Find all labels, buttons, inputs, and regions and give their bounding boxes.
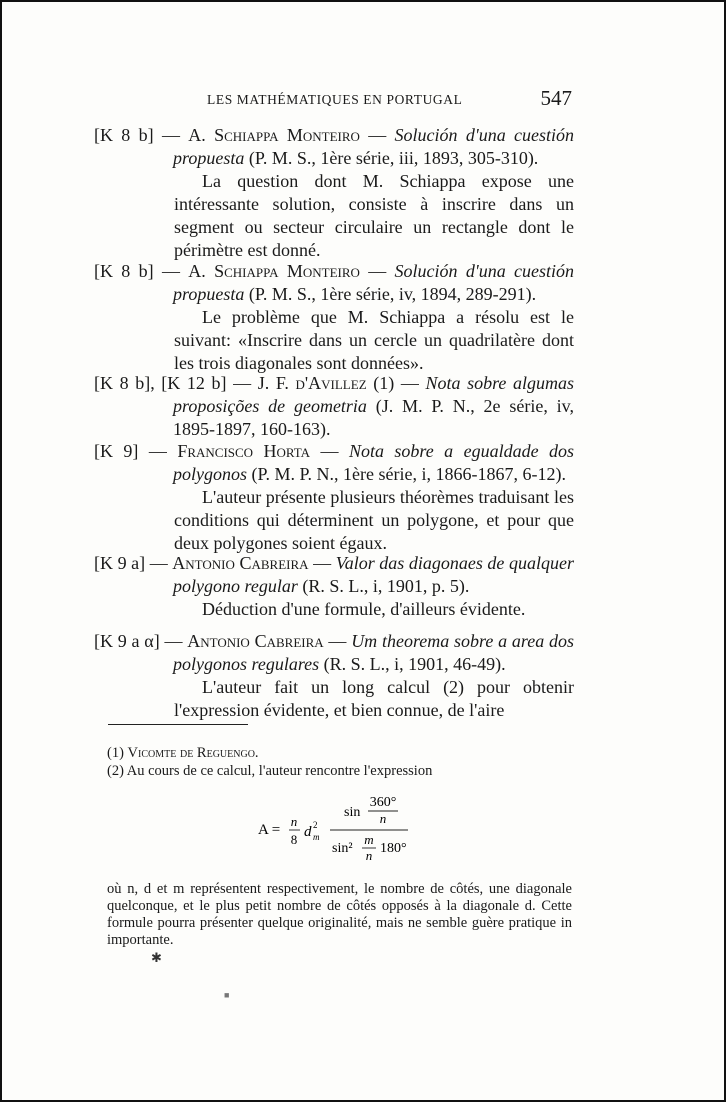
entry-author: A. Schiappa Monteiro xyxy=(188,261,360,281)
entry-summary: L'auteur fait un long calcul (2) pour obtenir l'expression évidente, et bien connue, de l'aire xyxy=(174,677,574,720)
footnote xyxy=(107,744,572,762)
footnote-text: Au cours de ce calcul, l'auteur rencontre l'expression xyxy=(126,763,433,779)
formula-lhs: A = xyxy=(258,822,281,838)
entry-summary: Déduction d'une formule, d'ailleurs évidente. xyxy=(202,599,526,619)
entry-author: Antonio Cabreira xyxy=(187,631,324,651)
bibliography-entry: [K 8 b] — A. Schiappa Monteiro — Solución d'una cuestión propuesta (P. M. S., 1ère série, iii, 1893, 305-310). La question dont M. Schiappa expose une intéressante solution, consiste à inscrire dans un segment ou secteur circulaire un rectangle dont le périmètre est donné. xyxy=(94,125,575,260)
formula-coef-num: n xyxy=(290,814,298,829)
formula-d-sub: m xyxy=(313,832,320,842)
entry-title: Solución d'una cuestión propuesta xyxy=(173,261,575,304)
entry-reference: (J. M. P. N., 2e série, iv, 1895-1897, 160-163). xyxy=(173,396,574,439)
entry-code: [K 8 b] xyxy=(94,261,154,281)
formula-graphic xyxy=(258,792,458,862)
formula-m: m xyxy=(364,832,374,847)
footnote-continuation: où n, d et m représentent respectivement, le nombre de côtés, une diagonale quelconque, et le plus petit nombre de côtés opposés à la diagonale d. Cette formule pourra présenter quelque originalité, mais ne semble guère pratique in importante. xyxy=(107,881,572,948)
entry-author: J. F. d'Avillez (1) xyxy=(257,373,395,393)
entry-title: Solución d'una cuestión propuesta xyxy=(173,125,575,168)
footnote-mark: (2) xyxy=(107,763,124,779)
entry-code: [K 8 b], [K 12 b] xyxy=(94,373,227,393)
print-speck: ■ xyxy=(224,990,230,1000)
formula-d-sup: 2 xyxy=(313,820,318,830)
bibliography-entry: [K 9] — Francisco Horta — Nota sobre a egualdade dos polygonos (P. M. P. N., 1ère série, i, 1866-1867, 6-12). L'auteur présente plusieurs théorèmes traduisant les conditions qui déterminent un polygone, et pour que deux polygones soient égaux. xyxy=(94,441,575,553)
entry-code: [K 8 b] xyxy=(94,125,154,145)
entry-summary: Le problème que M. Schiappa a résolu est le suivant: «Inscrire dans un cercle un quadrilatère dont les trois diagonales sont données». xyxy=(174,307,574,373)
entry-title: Nota sobre a egualdade dos polygonos xyxy=(173,441,575,484)
page-number: 547 xyxy=(540,86,572,110)
asterisk-mark: ✱ xyxy=(151,950,162,965)
entry-code: [K 9 a] xyxy=(94,553,146,573)
entry-reference: (P. M. P. N., 1ère série, i, 1866-1867, 6-12). xyxy=(251,464,566,484)
entry-summary: La question dont M. Schiappa expose une intéressante solution, consiste à inscrire dans un segment ou secteur circulaire un rectangle dont le périmètre est donné. xyxy=(174,171,574,260)
entry-reference: (P. M. S., 1ère série, iii, 1893, 305-310). xyxy=(248,148,539,168)
entry-reference: (P. M. S., 1ère série, iv, 1894, 289-291). xyxy=(248,284,537,304)
formula-sin: sin xyxy=(344,805,361,820)
formula-sin2: sin² xyxy=(332,841,353,856)
entry-code: [K 9 a α] xyxy=(94,631,160,651)
bibliography-entry: [K 9 a α] — Antonio Cabreira — Um theorema sobre a area dos polygonos regulares (R. S. L., i, 1901, 46-49). L'auteur fait un long calcul (2) pour obtenir l'expression évidente, et bien connue, de l'aire xyxy=(94,631,574,720)
formula-d: d xyxy=(304,824,312,840)
running-header xyxy=(207,88,572,112)
entry-title: Valor das diagonaes de qualquer polygono regular xyxy=(173,553,574,596)
entry-title: Nota sobre algumas proposições de geometria xyxy=(173,373,575,416)
area-formula xyxy=(258,792,458,862)
bibliography-entry: [K 8 b] — A. Schiappa Monteiro — Solución d'una cuestión propuesta (P. M. S., 1ère série, iv, 1894, 289-291). Le problème que M. Schiappa a résolu est le suivant: «Inscrire dans un cercle un quadrilatère dont les trois diagonales sont données». xyxy=(94,261,575,373)
entry-reference: (R. S. L., i, 1901, p. 5). xyxy=(302,576,470,596)
entry-code: [K 9] xyxy=(94,441,139,461)
entry-summary: L'auteur présente plusieurs théorèmes traduisant les conditions qui déterminent un polygone, et pour que deux polygones soient égaux. xyxy=(174,487,574,553)
footnote-text: Vicomte de Reguengo. xyxy=(127,745,259,761)
footnote-separator xyxy=(108,724,248,725)
entry-reference: (R. S. L., i, 1901, 46-49). xyxy=(323,654,506,674)
formula-180: 180° xyxy=(380,841,407,856)
running-title: LES MATHÉMATIQUES EN PORTUGAL xyxy=(207,92,463,107)
entry-author: Francisco Horta xyxy=(177,441,311,461)
entry-title: Um theorema sobre a area dos polygonos regulares xyxy=(173,631,574,674)
bibliography-entry: [K 9 a] — Antonio Cabreira — Valor das diagonaes de qualquer polygono regular (R. S. L., i, 1901, p. 5). Déduction d'une formule, d'ailleurs évidente. xyxy=(94,553,574,619)
bibliography-entry: [K 8 b], [K 12 b] — J. F. d'Avillez (1) — Nota sobre algumas proposições de geometria (J. M. P. N., 2e série, iv, 1895-1897, 160-163). xyxy=(94,373,575,439)
formula-n-top: n xyxy=(379,811,387,826)
entry-author: A. Schiappa Monteiro xyxy=(188,125,360,145)
formula-360: 360° xyxy=(369,795,397,810)
formula-n-bottom: n xyxy=(365,848,373,862)
footnote-mark: (1) xyxy=(107,745,124,761)
footnote xyxy=(107,762,572,780)
entry-author: Antonio Cabreira xyxy=(172,553,309,573)
formula-coef-den: 8 xyxy=(290,832,298,847)
